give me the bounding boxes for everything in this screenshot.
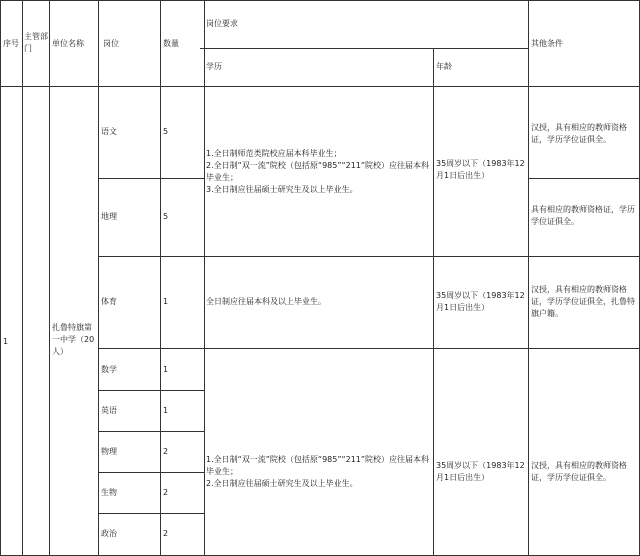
header-age: 年龄 [436, 62, 452, 71]
education-requirement: 1.全日制师范类院校应届本科毕业生； 2.全日制“双一流”院校（包括原“985”“211”院校）应往届本科毕业生； 3.全日制应往届硕士研究生及以上毕业生。 [206, 149, 430, 194]
grid-line [98, 0, 99, 556]
header-dept: 主管部门 [24, 32, 48, 53]
grid-line [98, 513, 204, 514]
header-count: 数量 [163, 39, 179, 48]
count-cell: 2 [163, 529, 169, 538]
header-unit: 单位名称 [52, 39, 84, 48]
grid-line [528, 178, 640, 179]
grid-line [528, 0, 529, 556]
grid-line [98, 472, 204, 473]
count-cell: 1 [163, 297, 169, 306]
other-condition: 汉授，具有相应的教师资格证，学历学位证俱全。 [531, 123, 627, 144]
count-cell: 2 [163, 488, 169, 497]
count-cell: 5 [163, 127, 169, 136]
count-cell: 2 [163, 447, 169, 456]
grid-line [22, 0, 23, 556]
position-cell: 生物 [101, 488, 117, 497]
grid-line [0, 0, 640, 1]
position-cell: 数学 [101, 365, 117, 374]
education-requirement: 1.全日制“双一流”院校（包括原“985”“211”院校）应往届本科毕业生； 2.全日制应往届硕士研究生及以上毕业生。 [206, 455, 430, 488]
grid-line [160, 0, 161, 556]
count-cell: 1 [163, 365, 169, 374]
other-condition: 汉授，具有相应的教师资格证，学历学位证俱全，扎鲁特旗户籍。 [531, 285, 635, 318]
header-position: 岗位 [103, 39, 119, 48]
grid-line [49, 0, 50, 556]
grid-line [98, 256, 640, 257]
position-cell: 政治 [101, 529, 117, 538]
grid-line [98, 348, 640, 349]
grid-line [98, 431, 204, 432]
unit-name-cell: 扎鲁特旗第一中学（20人） [52, 323, 95, 356]
age-requirement: 35周岁以下（1983年12月1日后出生） [436, 291, 525, 312]
grid-line [204, 0, 205, 556]
age-requirement: 35周岁以下（1983年12月1日后出生） [436, 461, 525, 482]
age-requirement: 35周岁以下（1983年12月1日后出生） [436, 159, 525, 180]
grid-line [433, 48, 434, 556]
count-cell: 1 [163, 406, 169, 415]
other-condition: 汉授，具有相应的教师资格证，学历学位证俱全。 [531, 461, 627, 482]
header-other: 其他条件 [531, 39, 563, 48]
grid-line [98, 178, 204, 179]
grid-line [0, 0, 1, 556]
position-cell: 语文 [101, 127, 117, 136]
header-education: 学历 [206, 62, 222, 71]
position-cell: 地理 [101, 212, 117, 221]
grid-line [98, 390, 204, 391]
count-cell: 5 [163, 212, 169, 221]
other-condition: 具有相应的教师资格证，学历学位证俱全。 [531, 205, 635, 226]
seq-cell: 1 [3, 337, 9, 346]
header-seq: 序号 [3, 39, 19, 48]
header-requirements: 岗位要求 [206, 19, 238, 28]
grid-line [200, 48, 528, 49]
education-requirement: 全日制应往届本科及以上毕业生。 [206, 297, 326, 306]
grid-line [0, 86, 640, 87]
position-cell: 英语 [101, 406, 117, 415]
position-cell: 物理 [101, 447, 117, 456]
position-cell: 体育 [101, 297, 117, 306]
